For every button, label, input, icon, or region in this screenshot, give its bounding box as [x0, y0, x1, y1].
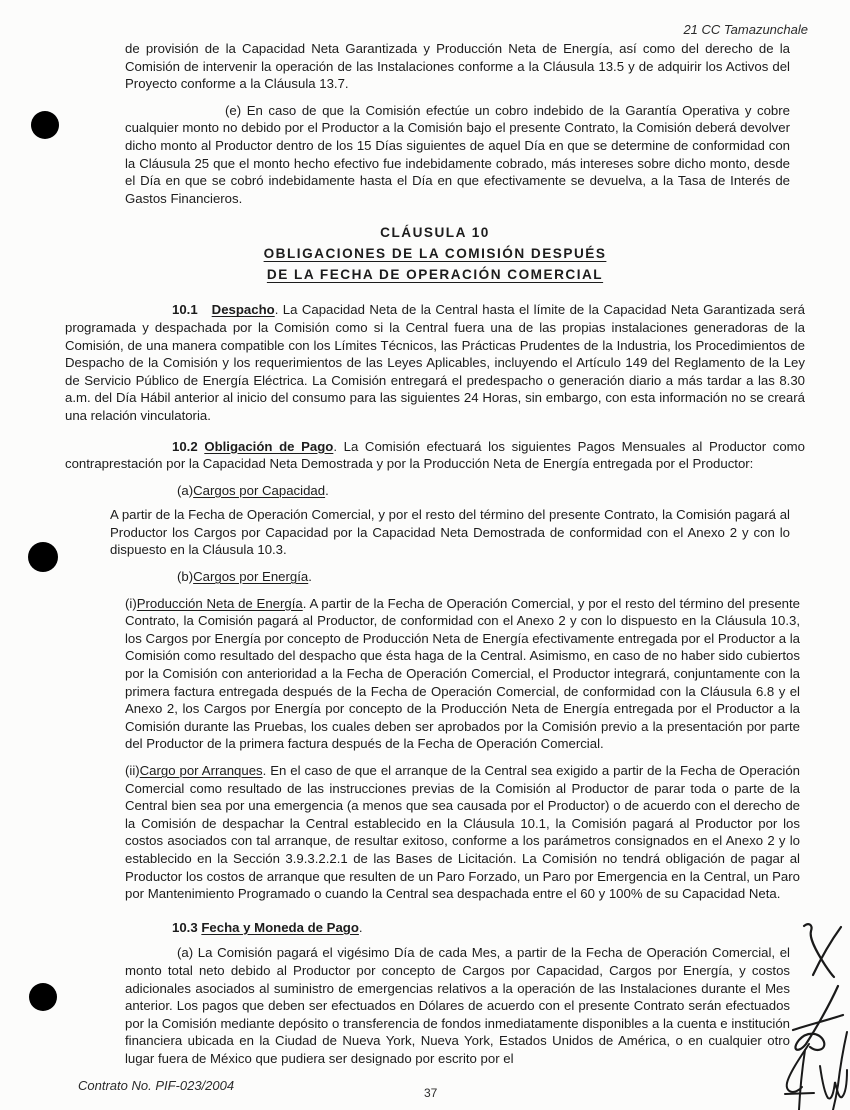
hole-punch-dot — [29, 983, 57, 1011]
subitem-period: . — [308, 569, 312, 585]
section-title: Fecha y Moneda de Pago — [201, 919, 359, 935]
paragraph-item-i — [125, 595, 800, 753]
subitem-a-heading — [177, 482, 805, 500]
handwritten-initial-right — [820, 1032, 847, 1110]
clause-number-line: CLÁUSULA 10 — [380, 225, 490, 241]
handwritten-x-mark — [804, 924, 841, 977]
paragraph-item-e: (e) En caso de que la Comisión efectúe un cobro indebido de la Garantía Operativa y cobre cualquier monto no debido por el Productor a la Comisión bajo el presente Contrato, la Comisión deberá devolver dicho monto al Productor dentro de los 15 Días siguientes de aquel Día en que se determine de conformidad con la Cláusula 25 que el monto hecho efectivo fue indebidamente cobrado, más intereses sobre dicho monto, desde el Día en que se cobró indebidamente hasta el Día en que efectivamente se devuelva, a la Tasa de Interés de Gastos Financieros. — [125, 102, 790, 206]
item-label: (ii) — [125, 763, 140, 778]
hole-punch-dot — [28, 542, 58, 572]
subitem-label: (a) — [177, 482, 194, 498]
item-title: Cargo por Arranques — [139, 763, 263, 778]
section-period: . — [358, 919, 363, 935]
paragraph-charges-capacity: A partir de la Fecha de Operación Comercial, y por el resto del término del presente Contrato, la Comisión pagará al Productor los Cargos por Capacidad por la Capacidad Neta Demostrada de conformidad con el Anexo 2 y con lo dispuesto en la Cláusula 10.3. — [110, 507, 790, 558]
paragraph-continuation: de provisión de la Capacidad Neta Garantizada y Producción Neta de Energía, así como del derecho de la Comisión de intervenir la operación de las Instalaciones conforme a la Cláusula 13.5 y de adquirir los Activos del Proyecto conforme a la Cláusula 13.7. — [125, 41, 790, 92]
section-number: 10.1 — [172, 302, 198, 318]
subitem-title: Cargos por Capacidad — [193, 482, 326, 498]
section-number: 10.3 — [172, 919, 198, 935]
clause-title-line-2: DE LA FECHA DE OPERACIÓN COMERCIAL — [266, 267, 604, 283]
section-10-1 — [65, 301, 805, 424]
paragraph-item-ii — [125, 762, 800, 903]
paragraph-10-3-a: (a) La Comisión pagará el vigésimo Día de cada Mes, a partir de la Fecha de Operación Comercial, el monto total neto debido al Productor por concepto de Cargos por Capacidad, Cargos por Energía, y costos adicionales asociados al suministro de emergencias relativos a la operación de las Instalaciones durante el Mes anterior. Los pagos que deben ser efectuados en Dólares de acuerdo con el presente Contrato serán efectuados por la Comisión mediante depósito o transferencia de fondos inmediatamente disponibles a la cuenta e institución financiera ubicada en la Ciudad de Nueva York, Nueva York, Estados Unidos de América, o en cualquier otro lugar fuera de México que pudiera ser designado por escrito por el — [125, 945, 790, 1066]
section-number: 10.2 — [172, 438, 198, 454]
footer-page-number: 37 — [424, 1086, 438, 1100]
item-text: . En el caso de que el arranque de la Central sea exigido a partir de la Fecha de Operación Comercial como resultado de las instrucciones previas de la Comisión al Productor de parar toda o parte de la Central bien sea por una emergencia (a menos que sea causada por el Productor) o de acuerdo con el derecho de la Comisión de despachar la Central establecido en la Cláusula 10.1, la Comisión pagará al Productor por los costos asociados con tal arranque, de resultar exitoso, conforme a los parámetros consignados en el Anexo 2 y lo establecido en la Sección 3.9.3.2.2.1 de las Bases de Licitación. La Comisión no tendrá obligación de pagar al Productor los costos de arranque que resulten de un Paro Forzado, un Paro por Emergencia en la Central, un Paro por Mantenimiento Programado o cuando la Central sea despachada entre el 60 y 100% de su Capacidad Neta. — [125, 763, 800, 902]
clause-title-line-1: OBLIGACIONES DE LA COMISIÓN DESPUÉS — [263, 246, 607, 262]
item-text: . A partir de la Fecha de Operación Comercial, y por el resto del término del presente Contrato, la Comisión pagará al Productor, de conformidad con el Anexo 2 y con lo dispuesto en la Cláusula 10.3, los Cargos por Energía por concepto de Producción Neta de Energía efectivamente entregada por el Productor a la Comisión como resultado del despacho que ésta haga de la Central. Asimismo, en caso de no haber sido cubiertos por la Comisión con anterioridad a la Fecha de Operación Comercial, el Productor integrará, conjuntamente con la primera factura entregada después de la Fecha de Operación Comercial, de conformidad con la Cláusula 6.8 y el Anexo 2, los Cargos por Energía por concepto de la Producción Neta de Energía entregada por el Productor a la Comisión durante las Pruebas, los cuales deben ser aprobados por la Comisión previo a la presentación por parte del Productor de la primera factura después de la Fecha de Operación Comercial. — [125, 595, 800, 752]
subitem-period: . — [325, 482, 329, 498]
item-label: (i) — [125, 595, 137, 611]
clause-10-heading — [65, 222, 805, 285]
item-title: Producción Neta de Energía — [136, 595, 303, 611]
subitem-b-heading — [177, 568, 805, 586]
subitem-title: Cargos por Energía — [193, 569, 309, 585]
document-body — [65, 40, 805, 1068]
section-text: . La Comisión efectuará los siguientes Pagos Mensuales al Productor como contraprestación por la Capacidad Neta Demostrada y por la Producción Neta de Energía entregada por el Productor: — [65, 438, 805, 472]
page-header-reference: 21 CC Tamazunchale — [683, 22, 808, 37]
section-10-2 — [65, 438, 805, 473]
footer-contract-number: Contrato No. PIF-023/2004 — [78, 1078, 235, 1093]
hole-punch-dot — [31, 111, 59, 139]
section-title: Obligación de Pago — [204, 438, 334, 454]
section-10-3-heading — [172, 919, 805, 937]
subitem-label: (b) — [177, 569, 194, 585]
section-title: Despacho — [211, 302, 275, 318]
section-text: . La Capacidad Neta de la Central hasta el límite de la Capacidad Neta Garantizada será programada y despachada por la Comisión como si la Central fuera una de las propias instalaciones generadoras de la Comisión, de una manera compatible con los Límites Técnicos, las Prácticas Prudentes de la Industria, los Procedimientos de Despacho de la Comisión y los requerimientos de las Leyes Aplicables, incluyendo el Artículo 149 del Reglamento de la Ley de Servicio Público de Energía Eléctrica. La Comisión entregará el predespacho o generación diario a más tardar a las 8.30 a.m. del Día Hábil anterior al inicio del consumo para las siguientes 24 Horas, sin embargo, con esta información no se creará una relación vinculatoria. — [65, 302, 805, 423]
